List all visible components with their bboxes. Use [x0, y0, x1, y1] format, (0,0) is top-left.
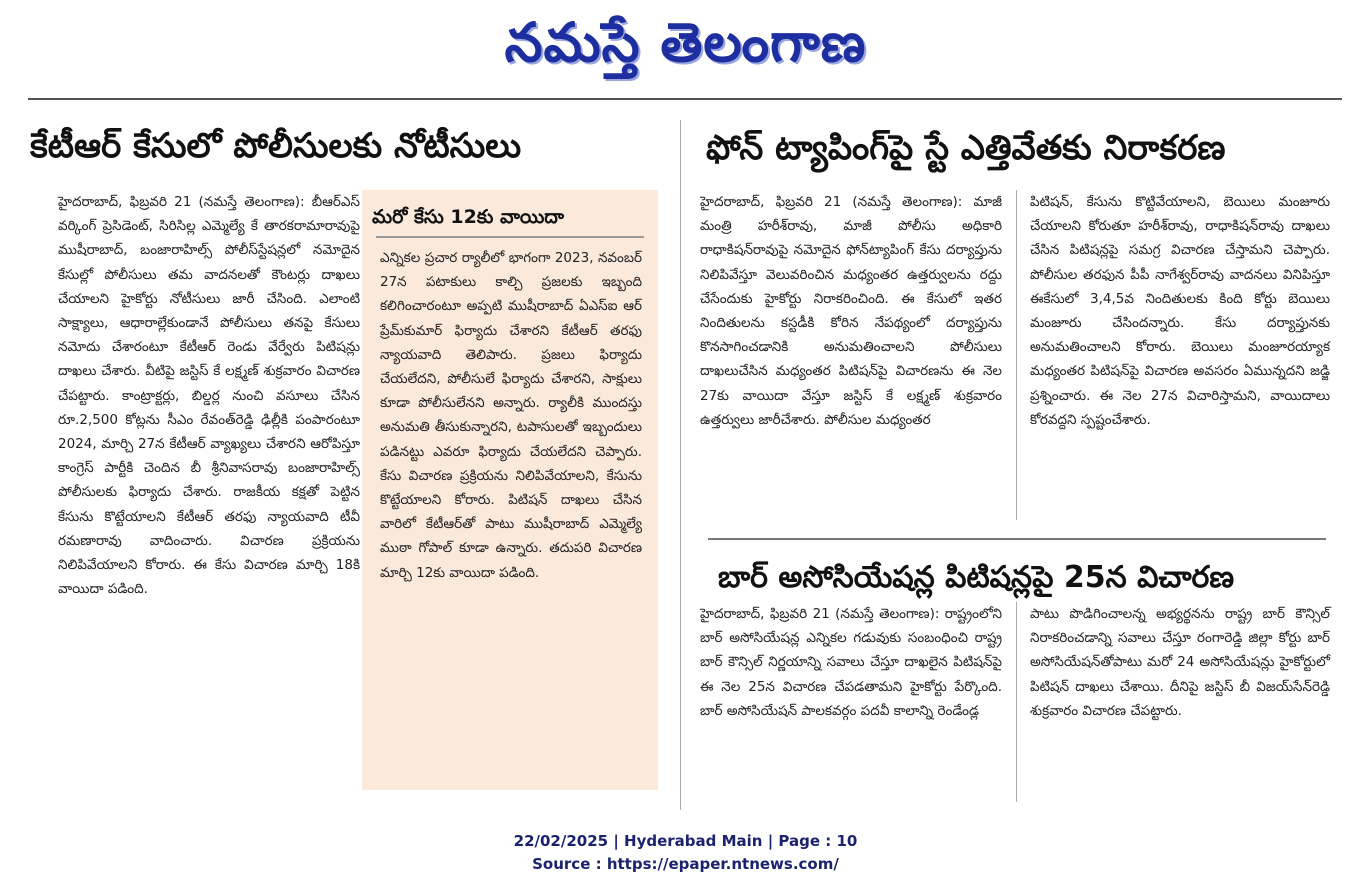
sidebar-box-divider: [376, 236, 644, 238]
masthead-divider: [28, 98, 1342, 100]
column-divider: [1016, 190, 1017, 520]
article-phone-tapping-text-1: హైదరాబాద్‌, ఫిబ్రవరి 21 (నమస్తే తెలంగాణ): మాజీ మంత్రి హరీశ్‌రావు, మాజీ పోలీసు అధికారి రాధాకిషన్‌రావుపై నమోదైన ఫోన్‌ట్యాపింగ్‌ కేసు దర్యాప్తును నిలిపివేస్తూ వెలువరించిన మధ్యంతర ఉత్తర్వులను రద్దు చేసేందుకు హైకోర్టు నిరాకరించింది. ఈ కేసులో ఇతర నిందితులను కస్టడీకి కోరిన నేపథ్యంలో దర్యాప్తును కొనసాగించడానికి అనుమతించాలని పోలీసులు దాఖలుచేసిన మధ్యంతర పిటిషన్‌పై విచారణను ఈ నెల 27కు వాయిదా వేస్తూ జస్టిస్‌ కే లక్ష్మణ్‌ శుక్రవారం ఉత్తర్వులు జారీచేశారు. పోలీసుల మధ్యంతర: [700, 194, 1002, 428]
sidebar-box-title: మరో కేసు 12కు వాయిదా: [372, 206, 565, 228]
article-ktr-text: హైదరాబాద్‌, ఫిబ్రవరి 21 (నమస్తే తెలంగాణ): బీఆర్‌ఎస్‌ వర్కింగ్‌ ప్రెసిడెంట్‌, సిరిసిల్ల ఎమ్మెల్యే కే తారకరామారావుపై ముషీరాబాద్‌, బంజారాహిల్స్‌ పోలీస్‌స్టేషన్లలో నమోదైన కేసుల్లో పోలీసులు తమ వాదనలతో కౌంటర్లు దాఖలు చేయాలని హైకోర్టు నోటీసులు జారీ చేసింది. ఎలాంటి సాక్ష్యాలు, ఆధారాల్లేకుండానే పోలీసులు తనపై కేసులు నమోదు చేశారంటూ కేటీఆర్‌ రెండు వేర్వేరు పిటిషన్లు దాఖలు చేశారు. వీటిపై జస్టిస్‌ కే లక్ష్మణ్‌ శుక్రవారం విచారణ చేపట్టారు. కాంట్రాక్టర్లు, బిల్డర్ల నుంచి వసూలు చేసిన రూ.2,500 కోట్లను సీఎం రేవంత్‌రెడ్డి ఢిల్లీకి పంపారంటూ 2024, మార్చి 27న కేటీఆర్‌ వ్యాఖ్యలు చేశారని ఆరోపిస్తూ కాంగ్రెస్‌ పార్టీకి చెందిన బీ శ్రీనివాసరావు బంజారాహిల్స్‌ పోలీసులకు ఫిర్యాదు చేశారు. రాజకీయ కక్షతో పెట్టిన కేసును కొట్టేయాలని కేటీఆర్‌ తరఫు న్యాయవాది టీవీ రమణారావు వాదించారు. విచారణ ప్రక్రియను నిలిపివేయాలని కోరారు. ఈ కేసు విచారణ మార్చి 18కి వాయిదా పడింది.: [58, 194, 360, 598]
article-bar-col2: [1030, 602, 1330, 723]
headline-bar-association: బార్‌ అసోసియేషన్ల పిటిషన్లపై 25న విచారణ: [718, 560, 1235, 595]
column-divider: [680, 120, 681, 810]
headline-ktr-case: కేటీఆర్‌ కేసులో పోలీసులకు నోటీసులు: [30, 126, 522, 166]
article-phone-tapping-text-2: పిటిషన్‌, కేసును కొట్టివేయాలని, బెయిలు మంజూరు చేయాలని కోరుతూ హరీశ్‌రావు, రాధాకిషన్‌రావు దాఖలు చేసిన పిటిషన్లపై సమగ్ర విచారణ చేస్తామని చెప్పారు. పోలీసుల తరఫున పీపీ నాగేశ్వర్‌రావు వాదనలు వినిపిస్తూ ఈకేసులో 3,4,5వ నిందితులకు కింది కోర్టు బెయిలు మంజూరు చేసిందన్నారు. కేసు దర్యాప్తునకు అనుమతించాలని కోరారు. బెయిలు మంజూరయ్యాక మధ్యంతర పిటిషన్‌పై విచారణ అవసరం ఏమున్నదని జడ్జి ప్రశ్నించారు. ఈ నెల 27న విచారిస్తామని, వాయిదాలు కోరవద్దని స్పష్టంచేశారు.: [1030, 194, 1330, 428]
headline-phone-tapping: ఫోన్‌ ట్యాపింగ్‌పై స్టే ఎత్తివేతకు నిరాకరణ: [706, 128, 1226, 168]
footer-edition-info: 22/02/2025 | Hyderabad Main | Page : 10: [513, 832, 858, 850]
section-divider: [708, 538, 1326, 540]
article-ktr-body: [58, 190, 360, 601]
sidebar-box-body: [380, 246, 642, 585]
footer-source-link[interactable]: Source : https://epaper.ntnews.com/: [532, 855, 839, 873]
sidebar-box-text: ఎన్నికల ప్రచార ర్యాలీలో భాగంగా 2023, నవంబర్‌ 27న పటాకులు కాల్చి ప్రజలకు ఇబ్బంది కలిగించారంటూ అప్పటి ముషీరాబాద్‌ ఏఎస్‌ఐ ఆర్‌ ప్రేమ్‌కుమార్‌ ఫిర్యాదు చేశారని కేటీఆర్‌ తరఫు న్యాయవాది తెలిపారు. ప్రజలు ఫిర్యాదు చేయలేదని, పోలీసులే ఫిర్యాదు చేశారని, సాక్షులు కూడా పోలీసులేనని అన్నారు. ర్యాలీకి ముందస్తు అనుమతి తీసుకున్నారని, టపాసులతో ఇబ్బందులు పడినట్టు ఎవరూ ఫిర్యాదు చేయలేదని చెప్పారు. కేసు విచారణ ప్రక్రియను నిలిపివేయాలని, కేసును కొట్టేయాలని కోరారు. పిటిషన్‌ దాఖలు చేసిన వారిలో కేటీఆర్‌తో పాటు ముషీరాబాద్‌ ఎమ్మెల్యే ముఠా గోపాల్‌ కూడా ఉన్నారు. తదుపరి విచారణ మార్చి 12కు వాయిదా పడింది.: [380, 250, 642, 581]
article-bar-col1: [700, 602, 1002, 723]
article-bar-text-2: పాటు పొడిగించాలన్న అభ్యర్థనను రాష్ట్ర బార్‌ కౌన్సిల్‌ నిరాకరించడాన్ని సవాలు చేస్తూ రంగారెడ్డి జిల్లా కోర్టు బార్‌ అసోసియేషన్‌తోపాటు మరో 24 అసోసియేషన్లు హైకోర్టులో పిటిషన్‌ దాఖలు చేశాయి. దీనిపై జస్టిస్‌ బీ విజయ్‌సేన్‌రెడ్డి శుక్రవారం విచారణ చేపట్టారు.: [1030, 606, 1330, 719]
masthead-logo: నమస్తే తెలంగాణ: [504, 10, 867, 74]
article-phone-tapping-col1: [700, 190, 1002, 432]
column-divider: [1016, 602, 1017, 802]
article-bar-text-1: హైదరాబాద్‌, ఫిబ్రవరి 21 (నమస్తే తెలంగాణ): రాష్ట్రంలోని బార్‌ అసోసియేషన్ల ఎన్నికల గడువుకు సంబంధించి రాష్ట్ర బార్‌ కౌన్సిల్‌ నిర్ణయాన్ని సవాలు చేస్తూ దాఖలైన పిటిషన్‌పై ఈ నెల 25న విచారణ చేపడతామని హైకోర్టు పేర్కొంది. బార్‌ అసోసియేషన్‌ పాలకవర్గం పదవీ కాలాన్ని రెండేండ్ల: [700, 606, 1002, 719]
article-phone-tapping-col2: [1030, 190, 1330, 432]
